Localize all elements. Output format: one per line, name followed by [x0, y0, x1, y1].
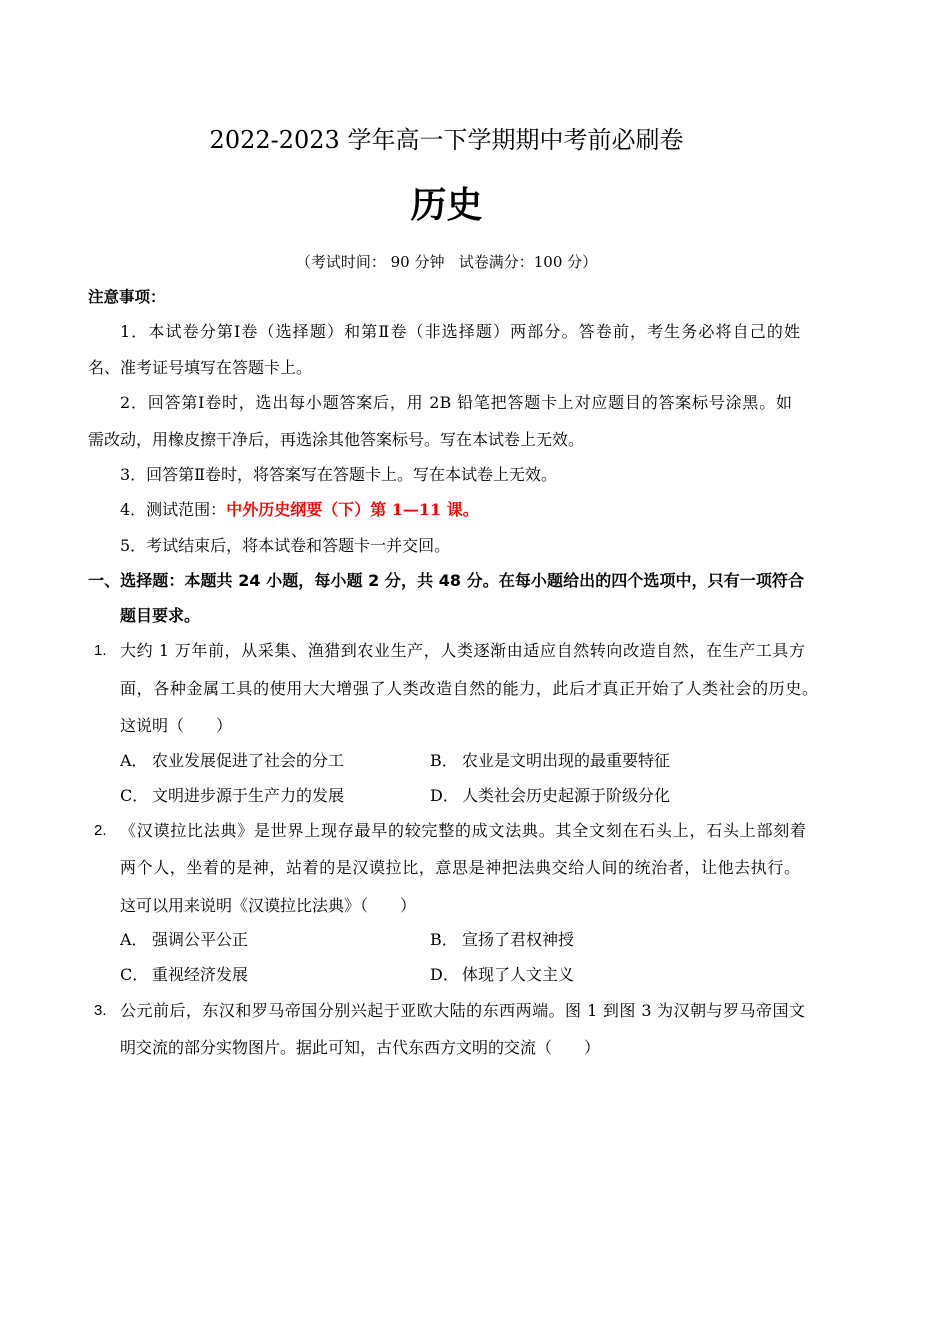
question-1-line-3: 这说明（ ） [120, 716, 233, 735]
option-label: B． [430, 930, 458, 949]
test-scope-highlight: 中外历史纲要（下）第 1—11 课。 [226, 500, 479, 519]
question-2-number: 2. [94, 822, 107, 839]
question-2-line-3: 这可以用来说明《汉谟拉比法典》（ ） [120, 896, 417, 915]
question-2-option-c [120, 964, 248, 986]
option-text: 文明进步源于生产力的发展 [152, 786, 345, 805]
question-1-option-d [430, 785, 670, 807]
section-one-heading-line-1: 一、选择题：本题共 24 小题，每小题 2 分，共 48 分。在每小题给出的四个选项中，只有一项符合 [88, 571, 804, 590]
question-2-line-1: 《汉谟拉比法典》是世界上现存最早的较完整的成文法典。其全文刻在石头上，石头上部刻着 [120, 821, 806, 840]
section-one-heading-line-2: 题目要求。 [120, 606, 201, 625]
note-5-line-1: 5．考试结束后，将本试卷和答题卡一并交回。 [120, 536, 451, 555]
subject-title: 历史 [410, 185, 483, 226]
option-label: C． [120, 786, 149, 805]
question-2-option-a [120, 929, 248, 951]
note-2-line-2: 需改动，用橡皮擦干净后，再选涂其他答案标号。写在本试卷上无效。 [88, 430, 585, 449]
note-4-prefix: 4．测试范围： [120, 500, 227, 519]
notes-heading: 注意事项： [88, 288, 166, 306]
option-label: D． [430, 965, 459, 984]
question-3-line-1: 公元前后，东汉和罗马帝国分别兴起于亚欧大陆的东西两端。图 1 到图 3 为汉朝与罗马帝国文 [120, 1001, 805, 1020]
question-3-number: 3. [94, 1002, 107, 1019]
note-1-line-1: 1．本试卷分第Ⅰ卷（选择题）和第Ⅱ卷（非选择题）两部分。答卷前，考生务必将自己的姓 [120, 322, 800, 341]
option-text: 人类社会历史起源于阶级分化 [462, 786, 671, 805]
option-text: 农业发展促进了社会的分工 [152, 751, 345, 770]
note-1-line-2: 名、准考证号填写在答题卡上。 [88, 358, 313, 377]
note-3-line-1: 3．回答第Ⅱ卷时，将答案写在答题卡上。写在本试卷上无效。 [120, 465, 558, 484]
option-label: B． [430, 751, 458, 770]
option-text: 宣扬了君权神授 [462, 930, 575, 949]
question-1-line-2: 面，各种金属工具的使用大大增强了人类改造自然的能力，此后才真正开始了人类社会的历史。 [120, 679, 818, 698]
question-2-option-d [430, 964, 574, 986]
option-label: A． [120, 751, 148, 770]
option-text: 强调公平公正 [152, 930, 249, 949]
option-label: C． [120, 965, 149, 984]
question-2-option-b [430, 929, 574, 951]
option-label: D． [430, 786, 459, 805]
note-2-line-1: 2．回答第Ⅰ卷时，选出每小题答案后，用 2B 铅笔把答题卡上对应题目的答案标号涂黑。如 [120, 393, 792, 412]
exam-time-and-score: （考试时间： 90 分钟 试卷满分：100 分） [295, 253, 598, 271]
option-text: 重视经济发展 [152, 965, 249, 984]
question-1-option-a [120, 750, 344, 772]
question-1-number: 1. [94, 642, 107, 659]
question-3-line-2: 明交流的部分实物图片。据此可知，古代东西方文明的交流（ ） [120, 1038, 601, 1057]
option-text: 体现了人文主义 [462, 965, 575, 984]
note-4-line [120, 499, 479, 521]
question-1-option-c [120, 785, 344, 807]
question-2-line-2: 两个人，坐着的是神，站着的是汉谟拉比，意思是神把法典交给人间的统治者，让他去执行。 [120, 858, 800, 877]
option-label: A． [120, 930, 148, 949]
exam-title: 2022-2023 学年高一下学期期中考前必刷卷 [209, 126, 684, 154]
option-text: 农业是文明出现的最重要特征 [462, 751, 671, 770]
question-1-option-b [430, 750, 670, 772]
question-1-line-1: 大约 1 万年前，从采集、渔猎到农业生产，人类逐渐由适应自然转向改造自然，在生产工具方 [120, 641, 805, 660]
